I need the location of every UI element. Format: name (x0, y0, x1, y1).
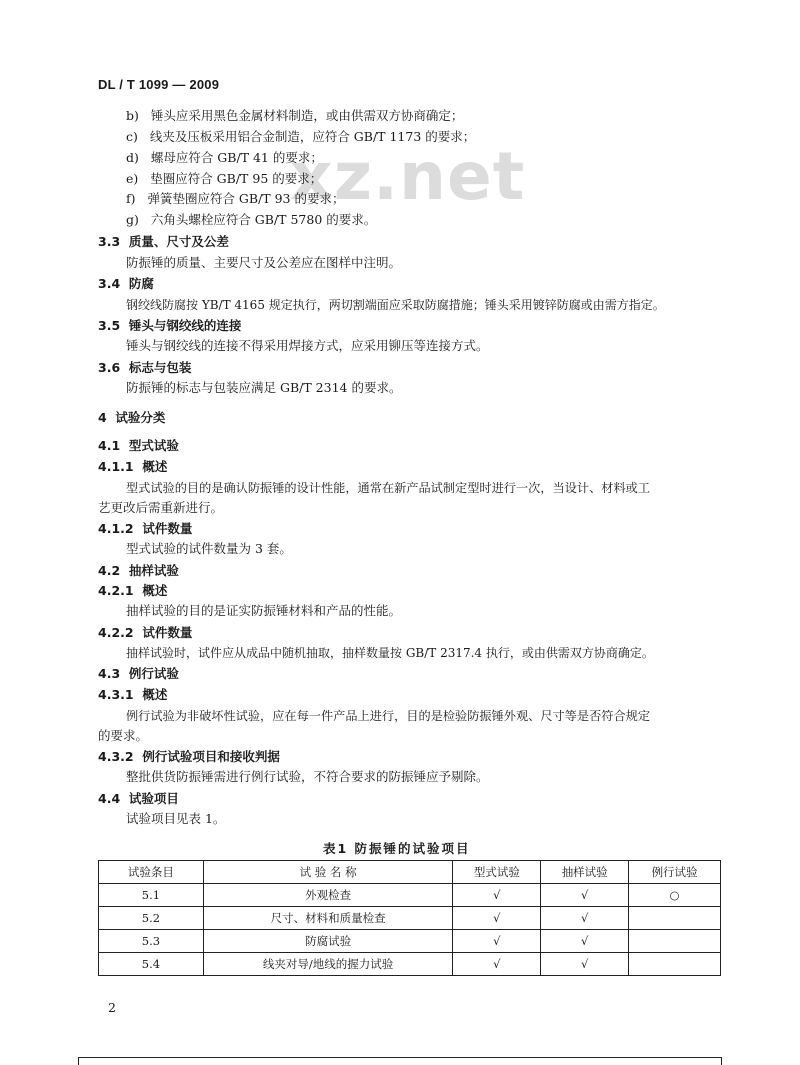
section-heading: 4.2.1 概述 (98, 583, 168, 598)
table-row (99, 930, 721, 953)
paragraph: 抽样试验的目的是证实防振锤材料和产品的性能。 (126, 603, 402, 618)
table-header-cell: 试 验 名 称 (203, 861, 453, 884)
list-item: e) 垫圈应符合 GB/T 95 的要求； (126, 171, 323, 186)
test-items-table (98, 860, 721, 976)
table-header-row (99, 861, 721, 884)
section-heading: 3.3 质量、尺寸及公差 (98, 234, 229, 249)
list-item: d) 螺母应符合 GB/T 41 的要求； (126, 150, 323, 165)
footer-rule-left-tick (78, 1057, 79, 1065)
section-heading: 4.3.2 例行试验项目和接收判据 (98, 749, 280, 764)
paragraph: 型式试验的目的是确认防振锤的设计性能，通常在新产品试制定型时进行一次，当设计、材料或工 (126, 481, 651, 495)
paragraph: 型式试验的试件数量为 3 套。 (126, 541, 292, 556)
watermark: xz.net (290, 138, 526, 215)
table-cell: 5.2 (99, 907, 204, 930)
table-cell: √ (541, 884, 629, 907)
table-header-cell: 抽样试验 (541, 861, 629, 884)
table-cell: √ (541, 930, 629, 953)
table-row (99, 907, 721, 930)
table-cell: √ (453, 930, 541, 953)
table-cell: 尺寸、材料和质量检查 (203, 907, 453, 930)
table-cell: 5.3 (99, 930, 204, 953)
table-header-cell: 例行试验 (629, 861, 721, 884)
chapter-heading: 4 试验分类 (98, 410, 166, 425)
table-cell: √ (541, 907, 629, 930)
section-heading: 4.3 例行试验 (98, 666, 179, 681)
list-item: g) 六角头螺栓应符合 GB/T 5780 的要求。 (126, 212, 377, 227)
list-item: f) 弹簧垫圈应符合 GB/T 93 的要求； (126, 191, 345, 206)
table-cell: 防腐试验 (203, 930, 453, 953)
table-cell (629, 907, 721, 930)
paragraph: 整批供货防振锤需进行例行试验，不符合要求的防振锤应予剔除。 (126, 769, 489, 784)
table-cell: 5.4 (99, 953, 204, 976)
paragraph: 锤头与钢绞线的连接不得采用焊接方式，应采用铆压等连接方式。 (126, 338, 489, 353)
section-heading: 3.5 锤头与钢绞线的连接 (98, 318, 242, 333)
section-heading: 4.2.2 试件数量 (98, 625, 193, 640)
table-cell: 线夹对导/地线的握力试验 (203, 953, 453, 976)
section-heading: 4.2 抽样试验 (98, 563, 179, 578)
table-cell: 外观检查 (203, 884, 453, 907)
table-cell: √ (453, 884, 541, 907)
table-cell: 5.1 (99, 884, 204, 907)
paragraph: 艺更改后需重新进行。 (98, 500, 224, 515)
paragraph: 试验项目见表 1。 (126, 811, 226, 826)
table-cell: √ (453, 907, 541, 930)
table-cell: √ (541, 953, 629, 976)
section-heading: 4.4 试验项目 (98, 791, 179, 806)
page-number: 2 (108, 1000, 116, 1015)
table-cell: √ (453, 953, 541, 976)
paragraph: 抽样试验时，试件应从成品中随机抽取，抽样数量按 GB/T 2317.4 执行，或由供需双方协商确定。 (126, 646, 654, 660)
paragraph: 钢绞线防腐按 YB/T 4165 规定执行，两切割端面应采取防腐措施；锤头采用镀锌防腐或由需方指定。 (126, 298, 665, 312)
list-item: b) 锤头应采用黑色金属材料制造，或由供需双方协商确定； (126, 108, 464, 123)
document-header: DL / T 1099 — 2009 (98, 77, 220, 92)
paragraph: 防振锤的质量、主要尺寸及公差应在图样中注明。 (126, 255, 402, 270)
table-caption: 表1 防振锤的试验项目 (323, 841, 471, 856)
section-heading: 4.1.2 试件数量 (98, 521, 193, 536)
paragraph: 防振锤的标志与包装应满足 GB/T 2314 的要求。 (126, 380, 402, 395)
paragraph: 的要求。 (98, 728, 149, 743)
table-cell (629, 953, 721, 976)
section-heading: 3.6 标志与包装 (98, 360, 192, 375)
footer-rule-right-tick (721, 1057, 722, 1065)
paragraph: 例行试验为非破坏性试验，应在每一件产品上进行，目的是检验防振锤外观、尺寸等是否符合规定 (126, 709, 651, 723)
table-header-cell: 型式试验 (453, 861, 541, 884)
section-heading: 4.1 型式试验 (98, 438, 179, 453)
table-cell: ○ (629, 884, 721, 907)
table-header-cell: 试验条目 (99, 861, 204, 884)
section-heading: 3.4 防腐 (98, 276, 154, 291)
table-row (99, 884, 721, 907)
section-heading: 4.3.1 概述 (98, 687, 168, 702)
table-cell (629, 930, 721, 953)
table-row (99, 953, 721, 976)
list-item: c) 线夹及压板采用铝合金制造，应符合 GB/T 1173 的要求； (126, 129, 476, 144)
section-heading: 4.1.1 概述 (98, 459, 168, 474)
footer-rule (78, 1057, 721, 1058)
